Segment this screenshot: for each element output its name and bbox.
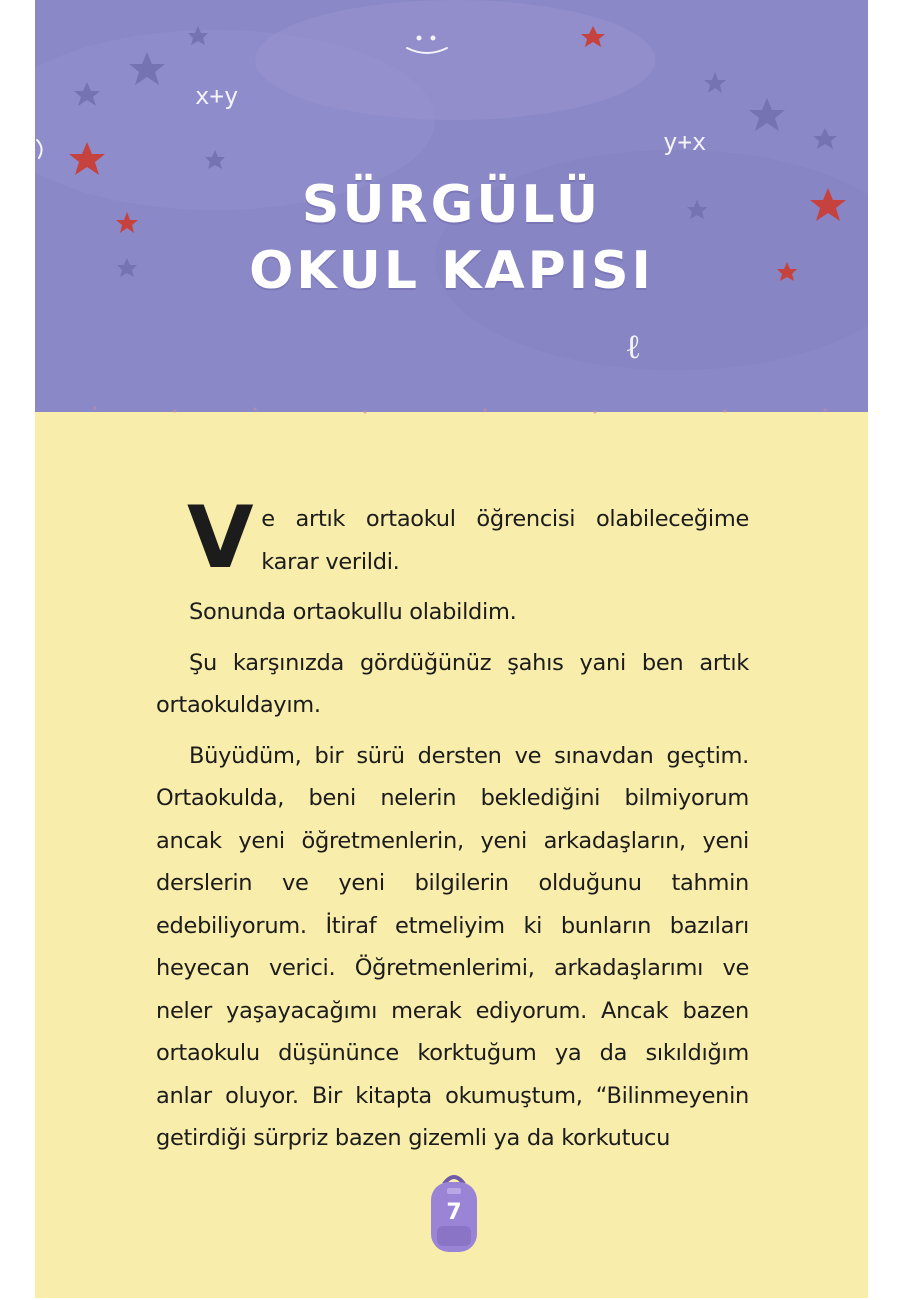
paragraph: Şu karşınızda gördüğünüz şahıs yani ben artık ortaokuldayım. — [156, 649, 749, 718]
chalk-edge — [35, 378, 868, 418]
drop-cap: V — [187, 488, 254, 588]
formula-right: y+x — [663, 128, 707, 156]
chapter-header — [35, 0, 868, 412]
paragraph: Büyüdüm, bir sürü dersten ve sınavdan geçtim. Ortaokulda, beni nelerin beklediğini bilmiyorum ancak yeni öğretmenlerin, yeni arkadaşların, yeni derslerin ve yeni bilgilerin olduğunu tahmin edebiliyorum. İtiraf etmeliyim ki bunların bazıları heyecan verici. Öğretmenlerimi, arkadaşlarımı ve neler yaşayacağımı merak ediyorum. Ancak bazen ortaokulu düşününce korktuğum ya da sıkıldığım anlar oluyor. Bir kitapta okumuştum, “Bilinmeyenin getirdiği sürpriz bazen gizemli ya da korkutucu — [156, 742, 749, 1151]
star-icon — [749, 98, 785, 131]
page-number-badge — [425, 1170, 483, 1254]
chapter-title — [35, 172, 868, 304]
chapter-body — [156, 488, 749, 1168]
chapter-title-line-1: SÜRGÜLÜ — [301, 175, 602, 235]
paragraph: Sonunda ortaokullu olabildim. — [189, 599, 517, 625]
star-icon — [813, 128, 837, 149]
chalk-letter: ℓ — [625, 327, 642, 367]
chapter-title-line-2: OKUL KAPISI — [249, 241, 654, 301]
formula-left: x+y — [195, 82, 239, 110]
first-paragraph-text: e artık ortaokul öğrencisi olabileceğime karar verildi. — [261, 506, 749, 575]
star-icon — [704, 72, 726, 93]
page-number: 7 — [446, 1200, 462, 1225]
book-page — [35, 0, 868, 1298]
first-paragraph — [156, 488, 749, 591]
